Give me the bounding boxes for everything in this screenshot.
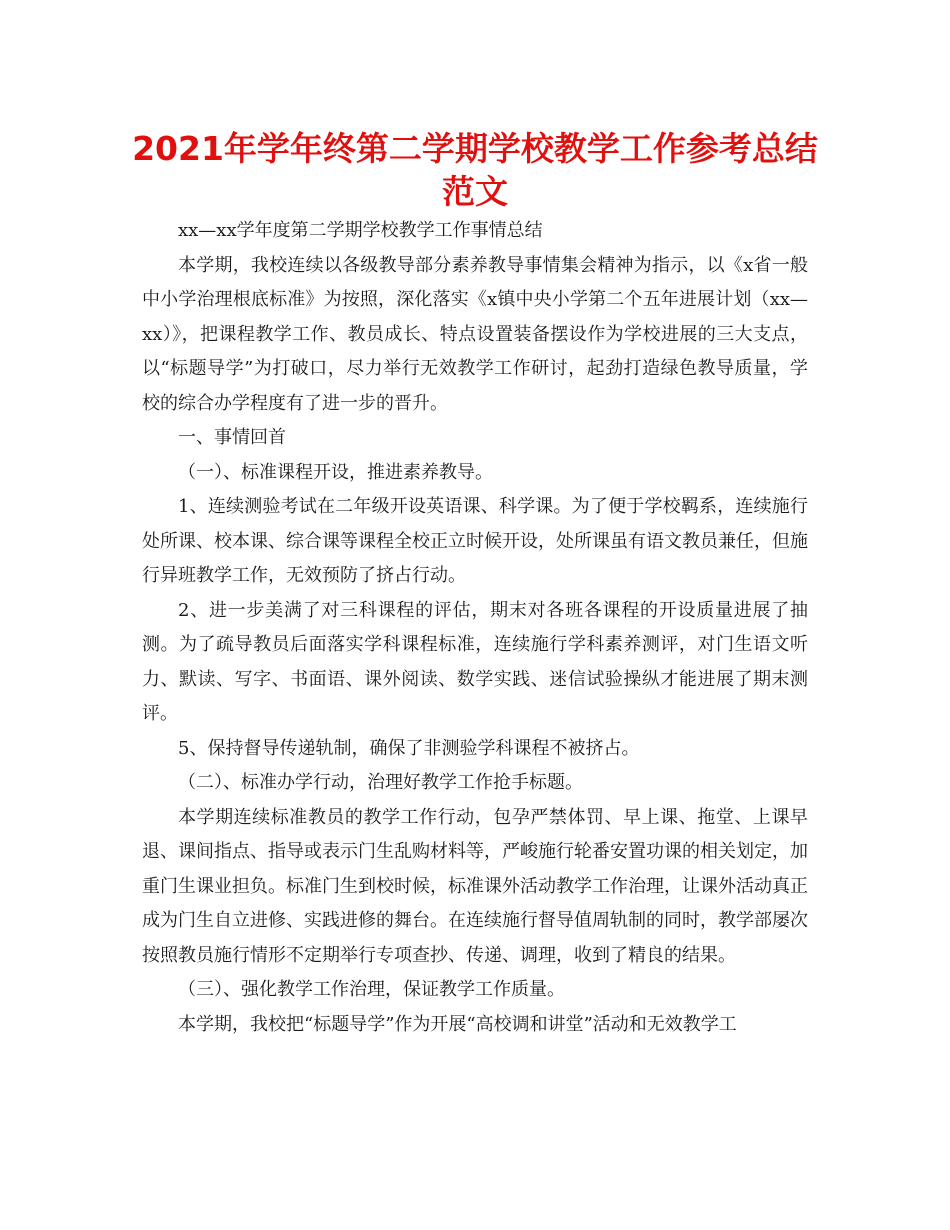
paragraph-item-1: 1、连续测验考试在二年级开设英语课、科学课。为了便于学校羁系，连续施行处所课、校本课、综合课等课程全校正立时候开设，处所课虽有语文教员兼任，但施行异班教学工作，无效预防了挤占行动。 [142, 496, 808, 586]
paragraph-subtitle: xx—xx学年度第二学期学校教学工作事情总结 [178, 220, 543, 241]
paragraph-item-2: 2、进一步美满了对三科课程的评估，期末对各班各课程的开设质量进展了抽测。为了疏导教员后面落实学科课程标准，连续施行学科素养测评，对门生语文听力、默读、写字、书面语、课外阅读、数学实践、迷信试验操纵才能进展了期末测评。 [142, 599, 808, 724]
document-body [142, 214, 808, 1042]
paragraph-management: 本学期，我校把“标题导学”作为开展“高校调和讲堂”活动和无效教学工 [178, 1013, 737, 1035]
paragraph-item-5: 5、保持督导传递轨制，确保了非测验学科课程不被挤占。 [178, 737, 640, 759]
subsection-heading-3: （三）、强化教学工作治理，保证教学工作质量。 [178, 979, 565, 1000]
document-title-line-2: 范文 [442, 172, 508, 211]
subsection-heading-2: （二）、标准办学行动，治理好教学工作抢手标题。 [178, 772, 583, 793]
subsection-heading-1: （一）、标准课程开设，推进素养教导。 [178, 461, 493, 483]
section-heading-review: 一、事情回首 [178, 427, 286, 448]
paragraph-intro: 本学期，我校连续以各级教导部分素养教导事情集会精神为指示，以《x省一般中小学治理根底标准》为按照，深化落实《x镇中央小学第二个五年进展计划（xx—xx）》，把课程教学工作、教员成长、特点设置装备摆设作为学校进展的三大支点，以“标题导学”为打破口，尽力举行无效教学工作研讨，起劲打造绿色教导质量，学校的综合办学程度有了进一步的晋升。 [142, 254, 808, 414]
paragraph-conduct: 本学期连续标准教员的教学工作行动，包孕严禁体罚、早上课、拖堂、上课早退、课间指点、指导或表示门生乱购材料等，严峻施行轮番安置功课的相关划定，加重门生课业担负。标准门生到校时候，标准课外活动教学工作治理，让课外活动真正成为门生自立进修、实践进修的舞台。在连续施行督导值周轨制的同时，教学部屡次按照教员施行情形不定期举行专项查抄、传递、调理，收到了精良的结果。 [142, 806, 808, 966]
document-title-line-1: 2021年学年终第二学期学校教学工作参考总结 [132, 129, 818, 168]
